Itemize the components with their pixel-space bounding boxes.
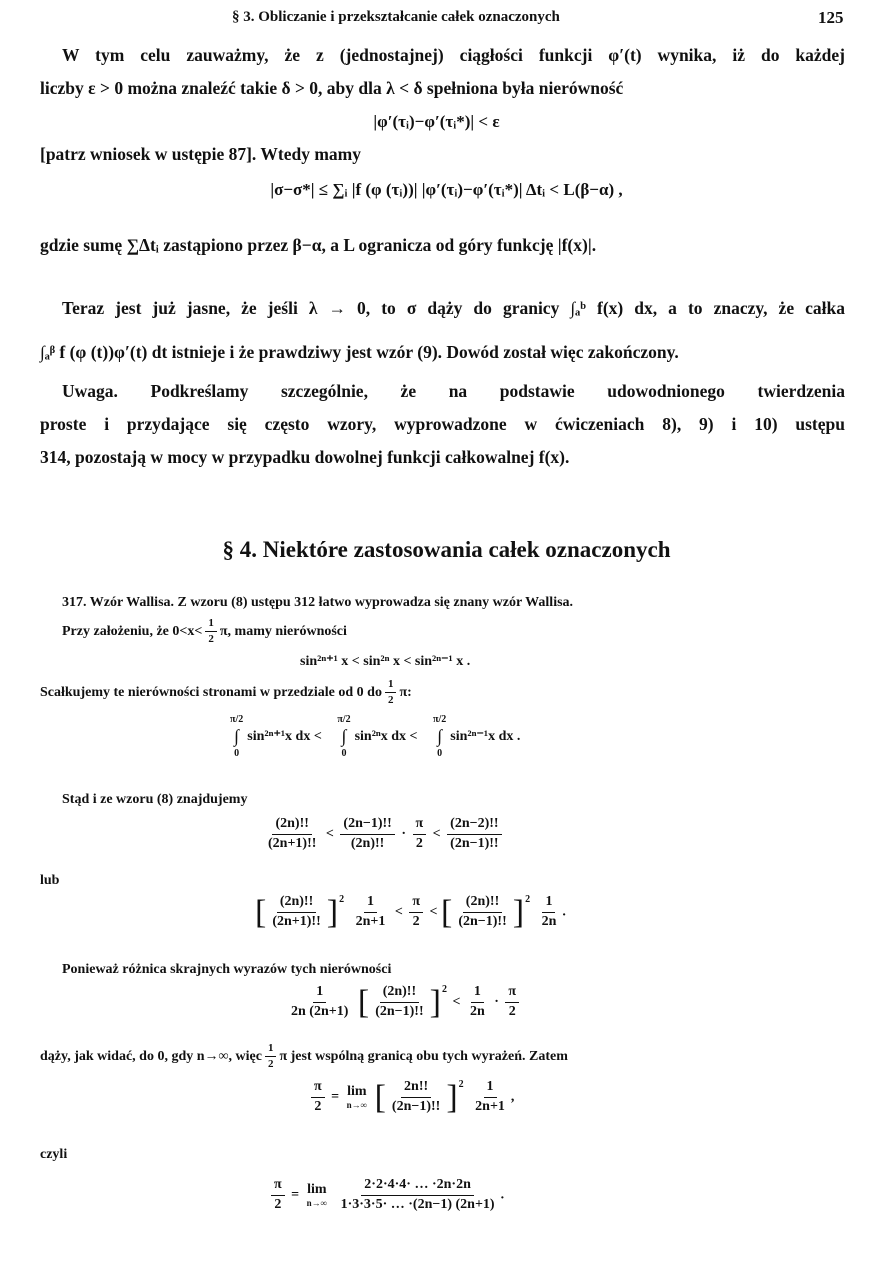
formula bbox=[285, 983, 522, 1022]
num: 1 bbox=[265, 1041, 277, 1057]
formula: |φ′(τᵢ)−φ′(τᵢ*)| < ε bbox=[373, 112, 500, 131]
den: (2n−1)!! bbox=[375, 1003, 424, 1019]
den: 2 bbox=[412, 913, 420, 929]
running-title: § 3. Obliczanie i przekształcanie całek oznaczonych bbox=[232, 9, 560, 25]
lower: 0 bbox=[437, 747, 443, 759]
num: π bbox=[311, 1078, 325, 1098]
num: π bbox=[409, 893, 423, 913]
op: < bbox=[452, 994, 461, 1010]
op: < bbox=[429, 904, 438, 920]
bracket: [ bbox=[255, 893, 267, 931]
fraction bbox=[505, 983, 519, 1022]
bracket: ] bbox=[512, 893, 525, 931]
bracket: ] bbox=[326, 893, 339, 931]
num: 1 bbox=[471, 983, 484, 1003]
den: 2n+1 bbox=[475, 1098, 505, 1114]
bracket: ] bbox=[429, 983, 441, 1021]
den: 2 bbox=[208, 633, 214, 646]
fraction bbox=[340, 815, 394, 854]
formula bbox=[255, 893, 566, 932]
num: (2n)!! bbox=[272, 815, 311, 835]
den: (2n)!! bbox=[350, 835, 385, 851]
fraction bbox=[413, 815, 427, 854]
limit bbox=[307, 1182, 327, 1210]
lim-sub: n→∞ bbox=[306, 1198, 328, 1209]
paragraph-line bbox=[40, 677, 412, 708]
num: 1 bbox=[313, 983, 326, 1003]
den: 2n bbox=[541, 913, 557, 929]
paragraph-line: Stąd i ze wzoru (8) znajdujemy bbox=[62, 792, 248, 807]
op: . bbox=[562, 904, 566, 920]
op: . bbox=[500, 1187, 505, 1203]
fraction bbox=[311, 1078, 325, 1117]
op: < bbox=[394, 904, 403, 920]
upper: π/2 bbox=[230, 714, 244, 725]
lim-sub: n→∞ bbox=[346, 1100, 368, 1111]
upper: π/2 bbox=[337, 714, 351, 725]
paragraph-line: ∫ₐᵝ f (φ (t))φ′(t) dt istnieje i że prawdziwy jest wzór (9). Dowód został więc zakończony. bbox=[40, 342, 679, 362]
den: 2n bbox=[469, 1003, 485, 1019]
den: (2n+1)!! bbox=[272, 913, 321, 929]
formula: sin²ⁿ⁺¹ x < sin²ⁿ x < sin²ⁿ⁻¹ x . bbox=[300, 654, 471, 669]
wallis-formula bbox=[268, 1176, 504, 1215]
den: 2 bbox=[415, 835, 423, 851]
den: 2n+1 bbox=[355, 913, 386, 929]
limit bbox=[347, 1084, 367, 1112]
den: 2 bbox=[387, 694, 394, 707]
fraction bbox=[385, 677, 397, 708]
num: 2·2·4·4· … ·2n·2n bbox=[361, 1176, 474, 1196]
num: (2n−1)!! bbox=[340, 815, 394, 835]
fraction bbox=[271, 1176, 285, 1215]
op: < bbox=[325, 826, 334, 842]
fraction bbox=[205, 616, 217, 647]
num: (2n)!! bbox=[277, 893, 316, 913]
word-czyli: czyli bbox=[40, 1147, 68, 1162]
paragraph-line: liczby ε > 0 można znaleźć takie δ > 0, aby dla λ < δ spełniona była nierówność bbox=[40, 78, 624, 98]
den: (2n+1)!! bbox=[268, 835, 317, 851]
integral-sign: π/2 ∫ 0 bbox=[433, 714, 447, 759]
den: (2n−1)!! bbox=[391, 1098, 441, 1114]
fraction bbox=[265, 815, 319, 854]
bracket: ] bbox=[446, 1078, 458, 1116]
lower: 0 bbox=[341, 747, 347, 759]
num: (2n)!! bbox=[463, 893, 502, 913]
den: (2n−1)!! bbox=[450, 835, 499, 851]
lim: lim bbox=[307, 1181, 327, 1197]
num: 1 bbox=[484, 1078, 497, 1098]
num: π bbox=[271, 1176, 285, 1196]
fraction bbox=[472, 1078, 508, 1117]
num: 1 bbox=[542, 893, 555, 913]
paragraph-line bbox=[62, 616, 347, 647]
text: Scałkujemy te nierówności stronami w przedziale od 0 do bbox=[40, 684, 382, 700]
text: π: bbox=[399, 684, 412, 700]
formula: |σ−σ*| ≤ ∑ᵢ |f (φ (τᵢ))| |φ′(τᵢ)−φ′(τᵢ*)| Δtᵢ < L(β−α) , bbox=[270, 180, 623, 199]
op: = bbox=[291, 1187, 300, 1203]
fraction bbox=[409, 893, 423, 932]
paragraph-line: Ponieważ różnica skrajnych wyrazów tych nierówności bbox=[62, 962, 392, 977]
fraction bbox=[338, 1176, 498, 1215]
fraction bbox=[447, 815, 501, 854]
lower: 0 bbox=[234, 747, 240, 759]
word-lub: lub bbox=[40, 873, 60, 888]
term: sin²ⁿ⁺¹x dx < bbox=[247, 729, 322, 745]
op: = bbox=[331, 1089, 340, 1105]
num: 2n!! bbox=[401, 1078, 431, 1098]
bracket: [ bbox=[440, 893, 453, 931]
integral-sign: π/2 ∫ 0 bbox=[230, 714, 244, 759]
text: dąży, jak widać, do 0, gdy n→∞, więc bbox=[40, 1048, 262, 1064]
integral-inequality bbox=[230, 714, 520, 760]
integral-sign: π/2 ∫ 0 bbox=[337, 714, 351, 759]
fraction bbox=[265, 1041, 277, 1072]
fraction bbox=[372, 983, 426, 1022]
exponent: 2 bbox=[525, 893, 531, 905]
section-heading: § 4. Niektóre zastosowania całek oznaczonych bbox=[222, 537, 671, 562]
paragraph-line: 317. Wzór Wallisa. Z wzoru (8) ustępu 312 łatwo wyprowadza się znany wzór Wallisa. bbox=[62, 595, 574, 610]
page-number: 125 bbox=[818, 8, 844, 27]
text: Przy założeniu, że 0<x< bbox=[62, 623, 203, 639]
num: π bbox=[413, 815, 427, 835]
fraction bbox=[353, 893, 389, 932]
den: 2 bbox=[274, 1196, 282, 1212]
paragraph-line: proste i przydające się często wzory, wyprowadzone w ćwiczeniach 8), 9) i 10) ustępu bbox=[40, 414, 845, 434]
den: 2n (2n+1) bbox=[291, 1003, 349, 1019]
lim: lim bbox=[347, 1083, 367, 1099]
paragraph-line: 314, pozostają w mocy w przypadku dowolnej funkcji całkowalnej f(x). bbox=[40, 447, 570, 467]
den: 2 bbox=[508, 1003, 516, 1019]
term: sin²ⁿx dx < bbox=[354, 729, 418, 745]
fraction bbox=[455, 893, 509, 932]
fraction bbox=[288, 983, 351, 1022]
paragraph-line: [patrz wniosek w ustępie 87]. Wtedy mamy bbox=[40, 144, 361, 164]
text: π jest wspólną granicą obu tych wyrażeń. Zatem bbox=[279, 1048, 568, 1064]
op: , bbox=[510, 1089, 515, 1105]
fraction bbox=[389, 1078, 443, 1117]
text: π, mamy nierówności bbox=[219, 623, 347, 639]
den: (2n−1)!! bbox=[458, 913, 507, 929]
num: 1 bbox=[205, 616, 217, 632]
den: 2 bbox=[267, 1058, 274, 1071]
num: 1 bbox=[364, 893, 377, 913]
formula bbox=[308, 1078, 514, 1117]
den: 1·3·3·5· … ·(2n−1) (2n+1) bbox=[340, 1196, 495, 1212]
op: < bbox=[432, 826, 441, 842]
num: (2n)!! bbox=[380, 983, 419, 1003]
term: sin²ⁿ⁻¹x dx . bbox=[450, 729, 521, 745]
exponent: 2 bbox=[339, 893, 345, 905]
num: 1 bbox=[385, 677, 397, 693]
op: · bbox=[494, 994, 499, 1010]
upper: π/2 bbox=[433, 714, 447, 725]
bracket: [ bbox=[357, 983, 370, 1021]
paragraph-line bbox=[40, 1041, 568, 1072]
paragraph-line: W tym celu zauważmy, że z (jednostajnej) ciągłości funkcji φ′(t) wynika, iż do każdej bbox=[62, 45, 845, 65]
bracket: [ bbox=[374, 1078, 386, 1116]
exponent: 2 bbox=[458, 1078, 464, 1090]
fraction bbox=[467, 983, 488, 1022]
fraction bbox=[269, 893, 323, 932]
paragraph-line: gdzie sumę ∑Δtᵢ zastąpiono przez β−α, a L ogranicza od góry funkcję |f(x)|. bbox=[40, 235, 597, 255]
num: π bbox=[505, 983, 519, 1003]
formula bbox=[262, 815, 505, 854]
paragraph-line: Teraz jest już jasne, że jeśli λ → 0, to σ dąży do granicy ∫ₐᵇ f(x) dx, a to znaczy, że całka bbox=[62, 298, 845, 318]
den: 2 bbox=[314, 1098, 322, 1114]
exponent: 2 bbox=[441, 983, 447, 995]
remark-line: Uwaga. Podkreślamy szczególnie, że na podstawie udowodnionego twierdzenia bbox=[62, 381, 845, 401]
fraction bbox=[539, 893, 560, 932]
op: · bbox=[401, 826, 406, 842]
num: (2n−2)!! bbox=[447, 815, 501, 835]
